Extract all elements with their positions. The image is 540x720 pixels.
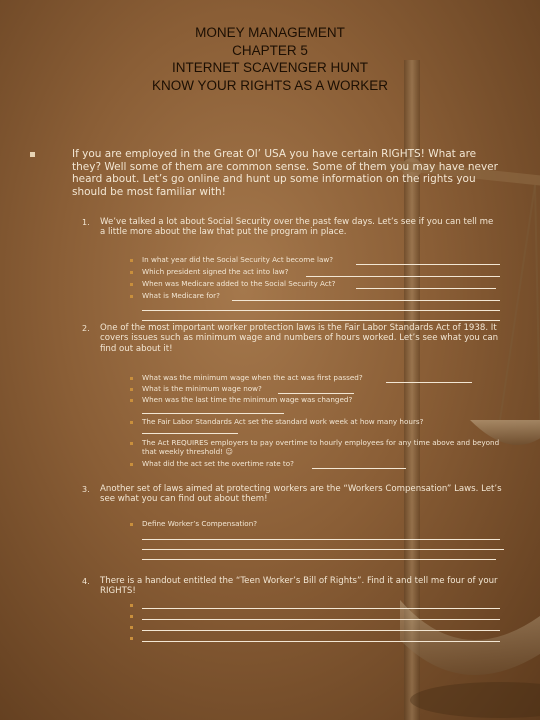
question-number: 2. — [82, 324, 90, 333]
answer-line[interactable] — [142, 549, 504, 550]
answer-line[interactable] — [142, 641, 500, 642]
sub-bullet — [130, 271, 133, 274]
answer-line[interactable] — [306, 276, 500, 277]
sub-bullet — [130, 523, 133, 526]
answer-line[interactable] — [142, 559, 496, 560]
answer-line[interactable] — [356, 288, 496, 289]
sub-bullet — [130, 442, 133, 445]
q2-item: What is the minimum wage now? — [142, 384, 262, 393]
q1-item: When was Medicare added to the Social Security Act? — [142, 279, 336, 288]
q2-item: What did the act set the overtime rate to? — [142, 459, 294, 468]
answer-line[interactable] — [142, 413, 284, 414]
q3-item: Define Worker’s Compensation? — [142, 519, 258, 528]
sub-bullet — [130, 295, 133, 298]
sub-bullet — [130, 399, 133, 402]
title-line: MONEY MANAGEMENT — [195, 25, 345, 40]
slide-title — [0, 24, 540, 94]
answer-line[interactable] — [356, 264, 500, 265]
q1-item: What is Medicare for? — [142, 291, 220, 300]
q2-item: What was the minimum wage when the act was first passed? — [142, 373, 363, 382]
answer-line[interactable] — [232, 300, 500, 301]
bullet-square — [30, 152, 35, 157]
question-4-text: There is a handout entitled the “Teen Worker’s Bill of Rights”. Find it and tell me four of your RIGHTS! — [100, 576, 498, 597]
q2-item: When was the last time the minimum wage was changed? — [142, 395, 353, 404]
intro-paragraph: If you are employed in the Great Ol’ USA you have certain RIGHTS! What are they? Well some of them are common sense. Some of them you may have never heard about. Let’s go online and hunt up some information on the rights you should be most familiar with! — [72, 148, 498, 198]
sub-bullet — [130, 637, 133, 640]
title-line: KNOW YOUR RIGHTS AS A WORKER — [151, 77, 389, 93]
q1-item: In what year did the Social Security Act become law? — [142, 255, 334, 264]
sub-bullet — [130, 377, 133, 380]
sub-bullet — [130, 283, 133, 286]
question-number: 3. — [82, 485, 90, 494]
answer-line[interactable] — [278, 393, 354, 394]
answer-line[interactable] — [142, 619, 500, 620]
sub-bullet — [130, 604, 133, 607]
title-line: CHAPTER 5 — [232, 42, 308, 58]
answer-line[interactable] — [386, 382, 472, 383]
answer-line[interactable] — [142, 433, 238, 434]
q1-item: Which president signed the act into law? — [142, 267, 289, 276]
sub-bullet — [130, 615, 133, 618]
answer-line[interactable] — [312, 468, 406, 469]
answer-line[interactable] — [142, 320, 500, 321]
sub-bullet — [130, 388, 133, 391]
question-number: 4. — [82, 577, 90, 586]
question-2-text: One of the most important worker protection laws is the Fair Labor Standards Act of 1938. It covers issues such as minimum wage and numbers of hours worked. Let’s see what you can find out about it! — [100, 323, 499, 354]
q2-item: The Act REQUIRES employers to pay overtime to hourly employees for any time above and beyond that weekly threshold! ☺ — [142, 438, 500, 457]
question-number: 1. — [82, 218, 90, 227]
answer-line[interactable] — [142, 608, 500, 609]
answer-line[interactable] — [142, 539, 500, 540]
sub-bullet — [130, 421, 133, 424]
answer-line[interactable] — [142, 630, 500, 631]
sub-bullet — [130, 259, 133, 262]
q2-item: The Fair Labor Standards Act set the standard work week at how many hours? — [142, 417, 424, 426]
sub-bullet — [130, 626, 133, 629]
answer-line[interactable] — [142, 310, 500, 311]
sub-bullet — [130, 463, 133, 466]
title-line: INTERNET SCAVENGER HUNT — [171, 60, 369, 75]
question-3-text: Another set of laws aimed at protecting workers are the “Workers Compensation” Laws. Let’s see what you can find out about them! — [100, 484, 502, 505]
question-1-text: We’ve talked a lot about Social Security over the past few days. Let’s see if you can tell me a little more about the law that put the program in place. — [100, 217, 494, 238]
